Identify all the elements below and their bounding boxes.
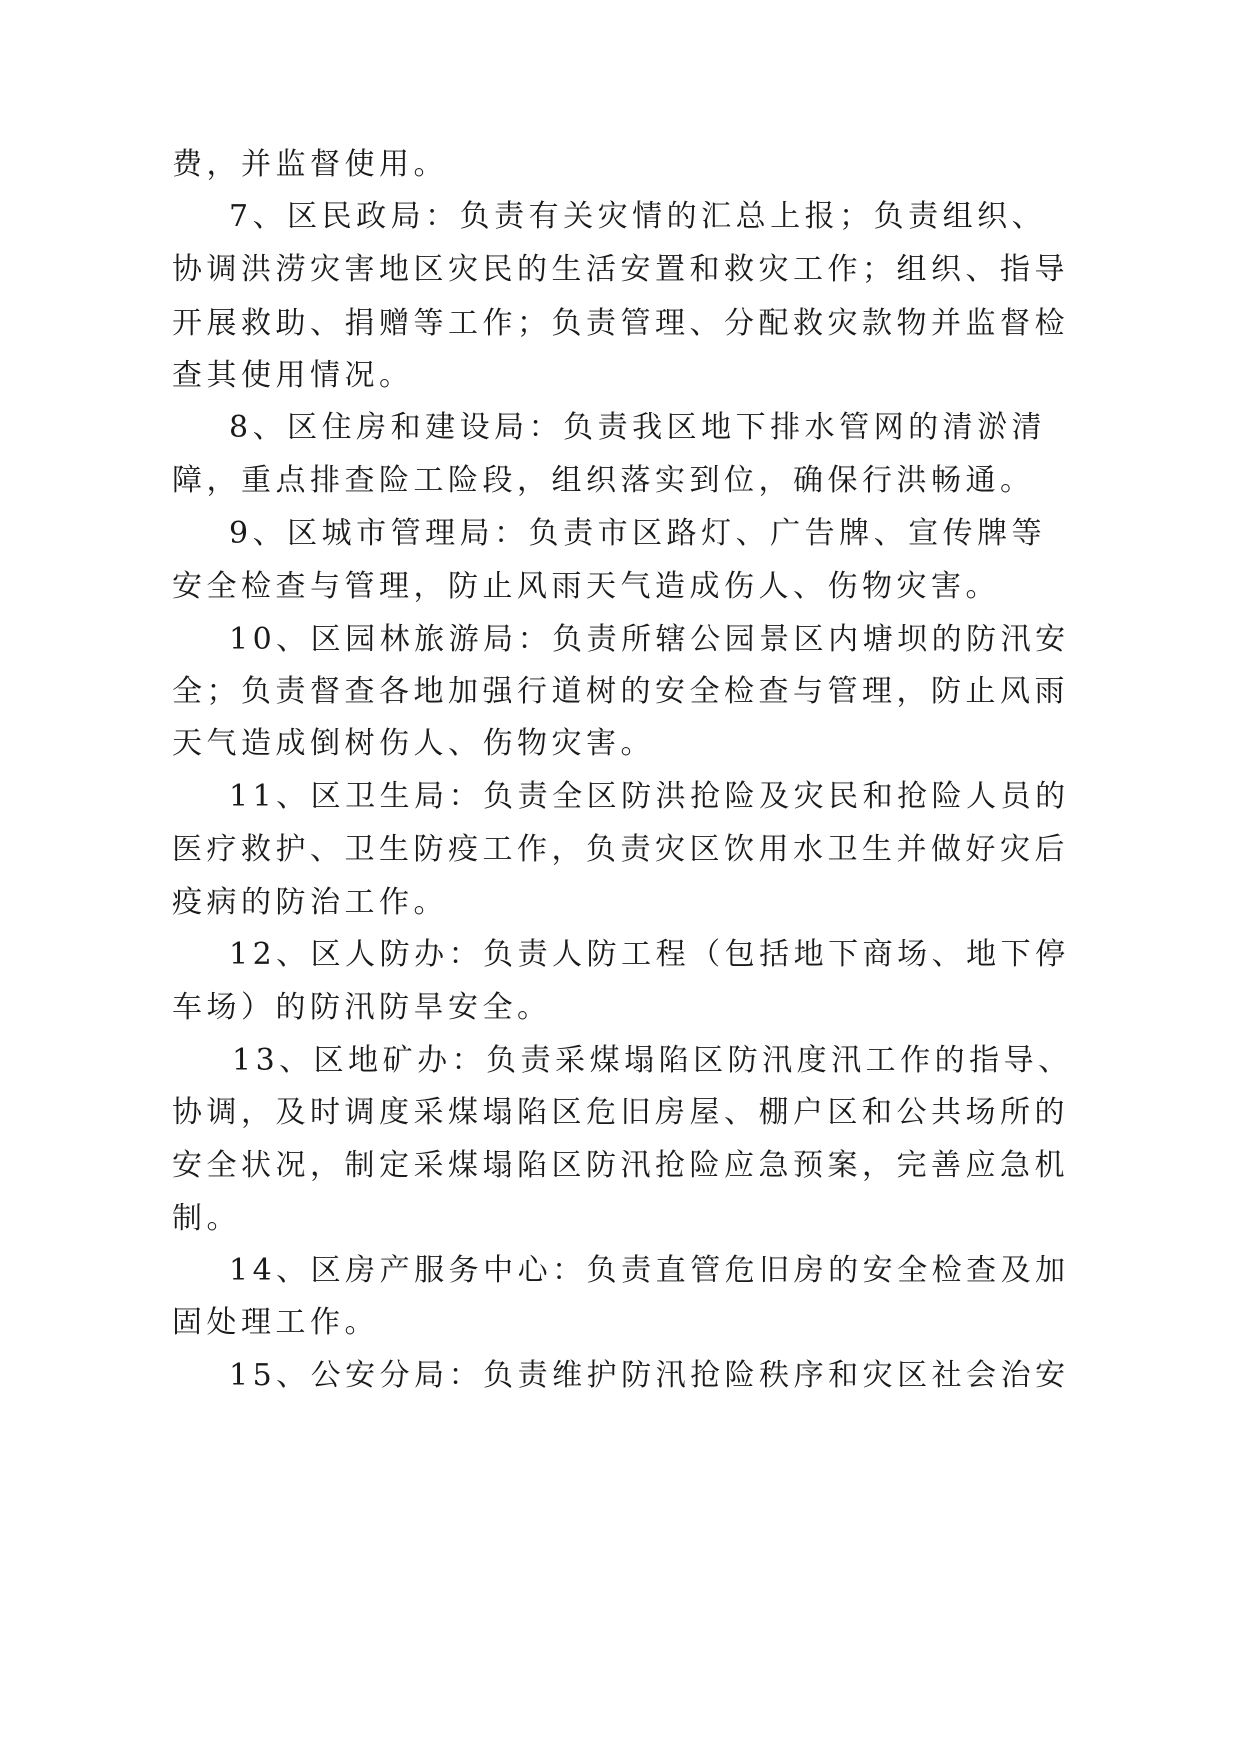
text-line: 医疗救护、卫生防疫工作，负责灾区饮用水卫生并做好灾后 (172, 832, 1069, 867)
text-line: 安全检查与管理，防止风雨天气造成伤人、伤物灾害。 (172, 569, 1000, 604)
text-line: 费，并监督使用。 (172, 147, 448, 182)
text-line: 天气造成倒树伤人、伤物灾害。 (172, 726, 655, 761)
text-line: 安全状况，制定采煤塌陷区防汛抢险应急预案，完善应急机 (172, 1148, 1069, 1183)
text-line: 固处理工作。 (172, 1305, 379, 1340)
text-line: 协调，及时调度采煤塌陷区危旧房屋、棚户区和公共场所的 (172, 1095, 1069, 1130)
text-line: 开展救助、捐赠等工作；负责管理、分配救灾款物并监督检 (172, 306, 1069, 341)
paragraph-9-line: 9、区城市管理局：负责市区路灯、广告牌、宣传牌等 (229, 516, 1047, 551)
text-line: 疫病的防治工作。 (172, 885, 448, 920)
text-line: 障，重点排查险工险段，组织落实到位，确保行洪畅通。 (172, 463, 1035, 498)
paragraph-12-line: 12、区人防办：负责人防工程（包括地下商场、地下停 (229, 937, 1070, 972)
paragraph-14-line: 14、区房产服务中心：负责直管危旧房的安全检查及加 (229, 1253, 1070, 1288)
text-line: 查其使用情况。 (172, 358, 414, 393)
paragraph-15-line: 15、公安分局：负责维护防汛抢险秩序和灾区社会治安 (229, 1358, 1070, 1393)
text-line: 全；负责督查各地加强行道树的安全检查与管理，防止风雨 (172, 674, 1069, 709)
paragraph-10-line: 10、区园林旅游局：负责所辖公园景区内塘坝的防汛安 (229, 622, 1070, 657)
text-line: 车场）的防汛防旱安全。 (172, 990, 552, 1025)
paragraph-7-line: 7、区民政局：负责有关灾情的汇总上报；负责组织、 (229, 199, 1047, 234)
text-line: 协调洪涝灾害地区灾民的生活安置和救灾工作；组织、指导 (172, 252, 1069, 287)
paragraph-13-line: 13、区地矿办：负责采煤塌陷区防汛度汛工作的指导、 (232, 1043, 1073, 1078)
text-line: 制。 (172, 1201, 241, 1236)
paragraph-8-line: 8、区住房和建设局：负责我区地下排水管网的清淤清 (229, 410, 1047, 445)
paragraph-11-line: 11、区卫生局：负责全区防洪抢险及灾民和抢险人员的 (229, 779, 1070, 814)
